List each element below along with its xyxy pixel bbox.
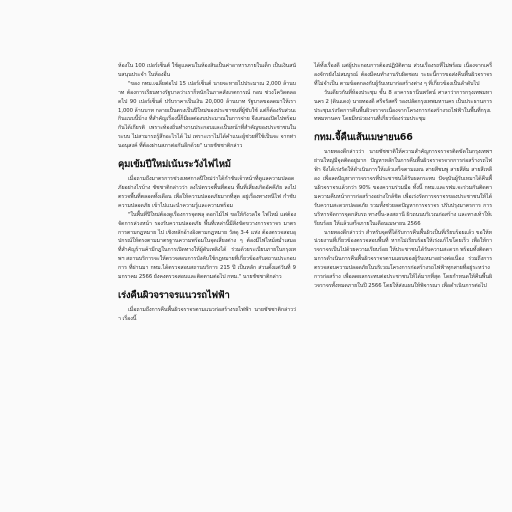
section-heading: คุมเข้มปีใหม่เน้นระวังไฟไหม้ bbox=[118, 159, 231, 171]
section-heading: กทม.จี้คืนเส้นเมษายน66 bbox=[314, 132, 413, 144]
paragraph: เมื่อถามถึงมาตรการช่วงเทศกาลปีใหม่ว่าได้กำชับเจ้าหน้าที่ดูแลความปลอดภัยอย่างไรบ้าง ชัชชาติกล่าวว่า ลงไปตรวจพื้นที่ตอน พื้นที่เสี่ยงเกิดอัคคีภัย ลงไปตรวจพื้นที่ตลอดทั้งเดือน เพื่อให้ความปลอดภัยมากที่สุด อยู่เรื่องทางหนีไฟ กำชับความปลอดภัย เข้าไปแนะนำความรู้และความพร้อม bbox=[118, 176, 296, 209]
paragraph: ห้องใน 100 เปอร์เซ็นต์ ใช้ดูแลคนในห้องสินเป็นค่าอาหารภายในเด็ก เป็นเงินสนับสนุนประจำ ในห้องอื่น bbox=[118, 63, 296, 78]
section-heading: เร่งคืนผิวจราจรแนวรถไฟฟ้า bbox=[118, 289, 230, 301]
article-column-left bbox=[118, 62, 296, 324]
paragraph: ได้ทั้งเรื่องดี แต่ผู้ประกอบการต้องปฏิบัติตาม ส่วนเรื่องรถที่ไม่พร้อม เนื่องจากเครื่องจักรยังไม่สมบูรณ์ ต้องมีคนทำงานรับผิดชอบ ระยะนี้การขอส่งคืนพื้นผิวจราจรที่ไม่จำเป็น ตามข้อตกลงกับผู้รับเหมาก่อสร้างต่าง ๆ ที่เกี่ยวข้องเป็นลำดับไป bbox=[314, 63, 492, 87]
article-column-right bbox=[314, 62, 492, 291]
paragraph: วันเดียวกันที่ห้องประชุม ชั้น 8 อาคารธานีนพรัตน์ ศาลาว่าการกรุงเทพมหานคร 2 (ดินแดง) นายทองดี ศรีจรัสศรี รองปลัดกรุงเทพมหานคร เป็นประธานการประชุมเร่งรัดการคืนพื้นผิวจราจรเนื่องจากโครงการก่อสร้างรถไฟฟ้าในพื้นที่กรุงเทพมหานคร โดยมีหน่วยงานที่เกี่ยวข้องร่วมประชุม bbox=[314, 89, 492, 123]
paragraph: นายทองดีกล่าวว่า สำหรับจุดที่ได้รับการคืนพื้นผิวเป็นที่เรียบร้อยแล้ว ขอให้หน่วยงานที่เกี่ยวข้องตรวจสอบพื้นที่ หากไม่เรียบร้อยให้เร่งแก้ไขโดยเร็ว เพื่อให้การจราจรเป็นไปด้วยความเรียบร้อย ให้ประชาชนได้รับความสะดวก พร้อมทั้งติดตามการดำเนินการคืนพื้นผิวจราจรตามแผนของผู้รับเหมาอย่างต่อเนื่อง ร่วมถึงการตรวจสอบความปลอดภัยในบริเวณโครงการก่อสร้างรถไฟฟ้าทุกสายที่อยู่ระหว่างการก่อสร้าง เพื่อลดผลกระทบต่อประชาชนให้ได้มากที่สุด โดยกำหนดให้คืนพื้นผิวจราจรทั้งหมดภายในปี 2566 โดยให้ส่งแผนให้พิจารณา เพื่อดำเนินการต่อไป bbox=[314, 229, 492, 289]
paragraph: "ในพื้นที่ปีใหม่ต้องดูเรื่องการจุดพลุ ดอกไม้ไฟ ขอให้กังวลใจ ไฟไหม้ แต่ต้องจัดการล่วงหน้า รองรับความปลอดภัย พื้นที่เหล่านี้มีสิ่งขัดขวางการจราจร มาตรการตามกฎหมาย ไป เชิงหลักอ้างอิงตามกฎหมาย วัสดุ 3-4 แห่ง ต้องตรวจสอบอุปกรณ์ให้ตรงตามมาตรฐานความพร้อมในจุดเสี่ยงต่าง ๆ ต้องมีไฟไหม้สม่ำเสมอ ที่สำคัญร้านค้ามีกฎในการเปิดทางให้ผู้ดับเพลิงได้ ร่วมด้วยระเบียบภายในกรุงเทพฯ สถานบริการจะให้ตรวจสอบการบังคับใช้กฎหมายที่เกี่ยวข้องกับสถานประกอบการ ที่ผ่านมา กทม.ได้ตรวจสอบสถานบริการ 215 ปี เป็นหลัก ส่วนตั้งแต่วันที่ 9 มกราคม 2566 ยังคงตรวจสอบและติดตามต่อไป กทม." นายชัชชาติกล่าว bbox=[118, 211, 296, 281]
paragraph: "ของ กทม.เฉลี่ยต่อไป 15 เปอร์เซ็นต์ นายจะหายไปประมาณ 2,000 ล้านบาท ต้องการเรียนทางรัฐบาลว่าเราก็หนักในภาคสังเกตการณ์ กอบ ช่วงโควิดตลอดไป 90 เปอร์เซ็นต์ ปรับราคาเป็นเงิน 20,000 ล้านบาท รัฐบาลขอลดมาให้เรา 1,000 ล้านบาท กลายเป็นตรงเป็นปีใหม่ของประชาชนที่ผู้ขับใช้ แต่ก็ต้องรับส่วนเกินแบบนี้บ้าง ที่สำคัญเรื่องนี้ก็มีผลต่องบประมาณในการจ่าย จึงเสนอเปิดไปพร้อมกันได้เกียรติ เพราะท้องถิ่นทำงานประกอบและเป็นหน้าที่สำคัญของประชาชนในระบบ ไม่สามารถรู้สึกอะไรได้ ไม่ เพราะเราไม่ได้คำแนะผู้ช่วยที่ใช้เป็นจะ จากท่านอนุสงค์ ที่ต้องผ่านสภาต่อกันอีกด้วย" นายชัชชาติกล่าว bbox=[118, 80, 296, 150]
paragraph: เมื่อถามถึงการคืนพื้นผิวจราจรตามแนวก่อสร้างรถไฟฟ้า นายชัชชาติกล่าวว่า เรื่องนี้ bbox=[118, 306, 296, 322]
paragraph: นายทองดีกล่าวว่า นายชัชชาติให้ความสำคัญการจราจรติดขัดในกรุงเทพฯ ย่านใหญ่มีจุดติดอยู่มาก ปัญหาหลักในการคืนพื้นผิวจราจรจากการก่อสร้างรถไฟฟ้า จึงได้เร่งรัดให้ดำเนินการให้แล้วเสร็จตามแผน สายสีชมพู สายสีส้ม สายสีเหลือง เพื่อลดปัญหาการจราจรที่ประชาชนได้รับผลกระทบ ปัจจุบันผู้รับเหมาได้คืนพื้นผิวจราจรแล้วกว่า 90% ของความร่วมมือ ทั้งนี้ กทม.และรฟม.จะร่วมกันติดตามความคืบหน้าการก่อสร้างอย่างใกล้ชิด เพื่อเร่งรัดการจราจรของประชาชนให้ได้รับความสะดวกปลอดภัย รวมทั้งช่วยลดปัญหาการจราจร ปรับปรุงมาตรการ การบริหารจัดการจุดกลับรถ ทางขึ้น-ลงสถานี ผิวถนนบริเวณก่อสร้าง และทางเท้าให้เรียบร้อย ให้แล้วเสร็จภายในเดือนเมษายน 2566 bbox=[314, 149, 492, 227]
